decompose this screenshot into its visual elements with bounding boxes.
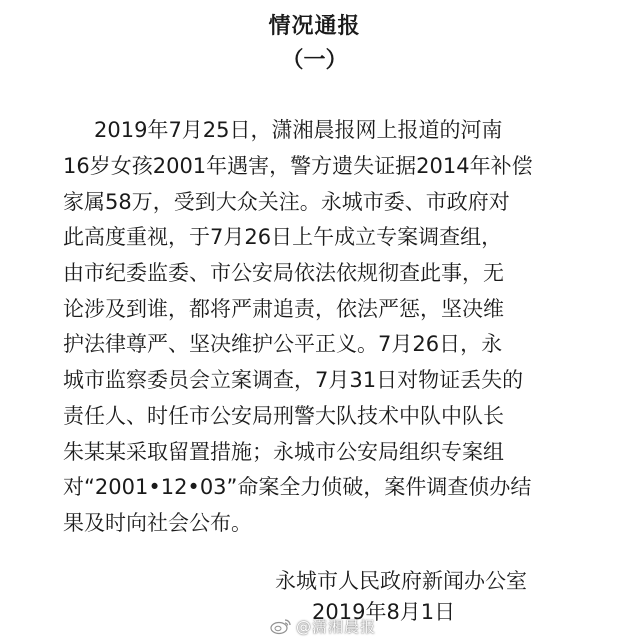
body-line: 由市纪委监委、市公安局依法依规彻查此事，无	[63, 261, 504, 285]
body-line: 城市监察委员会立案调查，7月31日对物证丢失的	[63, 368, 524, 392]
weibo-watermark	[270, 614, 376, 638]
document-signer: 永城市人民政府新闻办公室	[275, 569, 527, 593]
body-line: 责任人、时任市公安局刑警大队技术中队中队长	[63, 404, 504, 428]
body-line: 此高度重视，于7月26日上午成立专案调查组，	[63, 225, 503, 249]
body-line: 2019年7月25日，潇湘晨报网上报道的河南	[94, 118, 503, 142]
document-date: 2019年8月1日	[312, 600, 456, 624]
body-line: 家属58万，受到大众关注。永城市委、市政府对	[63, 190, 510, 214]
body-line: 朱某某采取留置措施；永城市公安局组织专案组	[63, 440, 504, 464]
body-line: 论涉及到谁，都将严肃追责，依法严惩，坚决维	[63, 297, 504, 321]
watermark-text: @潇湘晨报	[296, 617, 377, 636]
document-title: 情况通报	[268, 14, 361, 39]
document-subtitle: （一）	[281, 48, 348, 73]
body-line: 果及时向社会公布。	[63, 511, 252, 535]
body-line: 16岁女孩2001年遇害，警方遗失证据2014年补偿	[63, 154, 533, 178]
weibo-icon	[270, 617, 292, 635]
body-line: 护法律尊严、坚决维护公平正义。7月26日，永	[63, 332, 503, 356]
body-line: 对“2001•12•03”命案全力侦破，案件调查侦办结	[63, 475, 532, 499]
